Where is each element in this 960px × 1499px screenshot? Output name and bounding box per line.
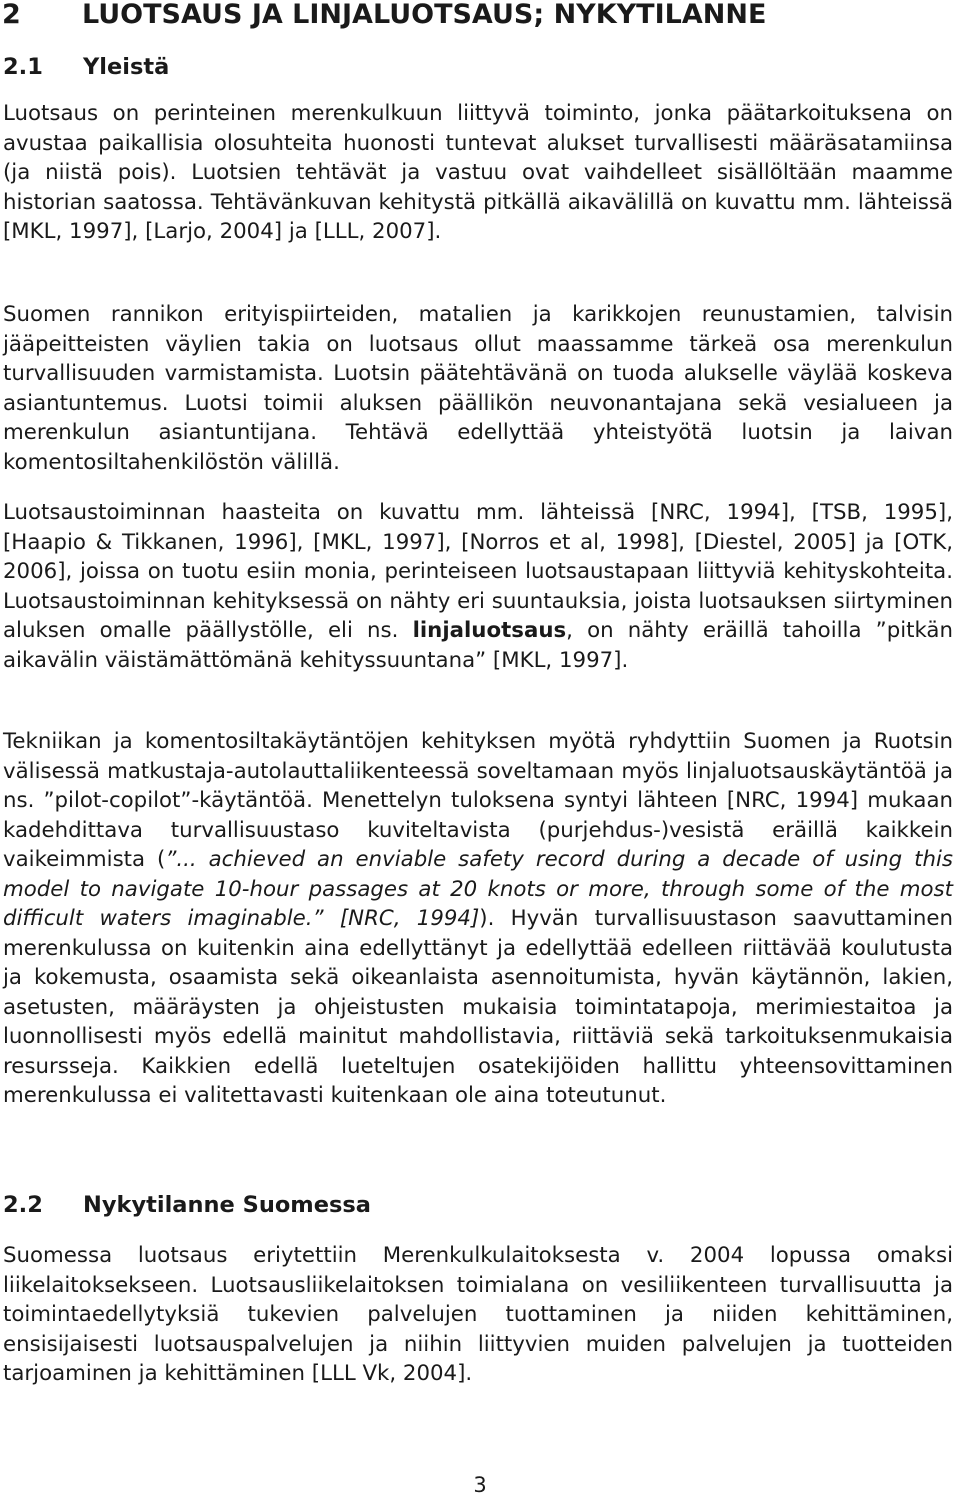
- section-heading-current-situation: [3, 1190, 371, 1220]
- chapter-heading: [2, 0, 952, 31]
- paragraph-text: Luotsaustoiminnan haasteita on kuvattu mm. lähteissä [NRC, 1994], [TSB, 1995], [Haapio & Tikkanen, 1996], [MKL, 1997], [Norros et al, 1998], [Diestel, 2005] ja [OTK, 2006], joissa on tuotu esiin monia, perinteiseen luotsaustapaan liittyviä kehityskohteita. Luotsaustoiminnan kehityksessä on nähty eri suuntauksia, joista luotsauksen siirtyminen aluksen omalle päällystölle, eli ns.: [3, 500, 953, 643]
- paragraph-text: ). Hyvän turvallisuustason saavuttaminen merenkulussa on kuitenkin aina edellyttänyt ja edellyttää edelleen riittävää koulutusta ja kokemusta, osaamista sekä oikeanlaista asennoitumista, hyvän käytännön, lakien, asetusten, määräysten ja ohjeistusten mukaisia toimintatapoja, merimiestaitoa ja luonnollisesti myös edellä mainitut mahdollistavia, riittäviä sekä tarkoituksenmukaisia resursseja. Kaikkien edellä lueteltujen osatekijöiden hallittu yhteensovittaminen merenkulussa ei valitettavasti kuitenkaan ole aina toteutunut.: [3, 906, 953, 1108]
- section-heading-general: [3, 52, 169, 82]
- emphasis-term: linjaluotsaus: [412, 618, 567, 643]
- chapter-number: 2: [2, 0, 21, 30]
- section-number: 2.1: [3, 54, 43, 80]
- quotation: ”... achieved an enviable safety record during a decade of using this model to navigate 10-hour passages at 20 knots or more, through some of the most difficult waters imaginable.” [NRC, 1994]: [3, 847, 954, 931]
- paragraph-text: Suomessa luotsaus eriytettiin Merenkulkulaitoksesta v. 2004 lopussa omaksi liikelaitoksekseen. Luotsausliikelaitoksen toimialana on vesiliikenteen turvallisuutta ja toimintaedellytyksiä tukevien palvelujen tuottaminen ja niiden kehittäminen, ensisijaisesti luotsauspalvelujen ja niihin liittyvien muiden palvelujen ja tuotteiden tarjoaminen ja kehittäminen [LLL Vk, 2004].: [3, 1243, 953, 1386]
- paragraph: [3, 498, 953, 675]
- paragraph: [3, 1241, 953, 1389]
- paragraph-text: Suomen rannikon erityispiirteiden, matalien ja karikkojen reunustamien, talvisin jääpeitteisten väylien takia on luotsaus ollut maassamme tärkeä osa merenkulun turvallisuuden varmistamista. Luotsin päätehtävänä on tuoda alukselle väylää koskeva asiantuntemus. Luotsi toimii aluksen päällikön neuvonantajana sekä vesialueen ja merenkulun asiantuntijana. Tehtävä edellyttää yhteistyötä luotsin ja laivan komentosiltahenkilöstön välillä.: [3, 302, 953, 475]
- paragraph-text: , on nähty eräillä tahoilla ”pitkän aikavälin väistämättömänä kehityssuuntana” [MKL, 1997].: [3, 618, 953, 673]
- section-title: Nykytilanne Suomessa: [83, 1192, 371, 1218]
- section-number: 2.2: [3, 1192, 43, 1218]
- paragraph-text: Luotsaus on perinteinen merenkulkuun liittyvä toiminto, jonka päätarkoituksena on avustaa paikallisia olosuhteita huonosti tuntevat alukset turvallisesti määräsatamiinsa (ja niistä pois). Luotsien tehtävät ja vastuu ovat vaihdelleet sisällöltään maamme historian saatossa. Tehtävänkuvan kehitystä pitkällä aikavälillä on kuvattu mm. lähteissä [MKL, 1997], [Larjo, 2004] ja [LLL, 2007].: [3, 101, 953, 244]
- page-number: 3: [473, 1473, 487, 1497]
- paragraph: [3, 300, 953, 477]
- chapter-title: LUOTSAUS JA LINJALUOTSAUS; NYKYTILANNE: [82, 0, 767, 30]
- section-title: Yleistä: [83, 54, 170, 80]
- paragraph: [3, 99, 953, 247]
- paragraph: [3, 727, 953, 1111]
- paragraph-text: Tekniikan ja komentosiltakäytäntöjen kehityksen myötä ryhdyttiin Suomen ja Ruotsin välisessä matkustaja-autolauttaliikenteessä soveltamaan myös linjaluotsauskäytäntöä ja ns. ”pilot-copilot”-käytäntöä. Menettelyn tuloksena syntyi lähteen [NRC, 1994] mukaan kadehdittava turvallisuustaso kuviteltavista (purjehdus-)vesistä eräillä kaikkein vaikeimmista (: [3, 729, 953, 872]
